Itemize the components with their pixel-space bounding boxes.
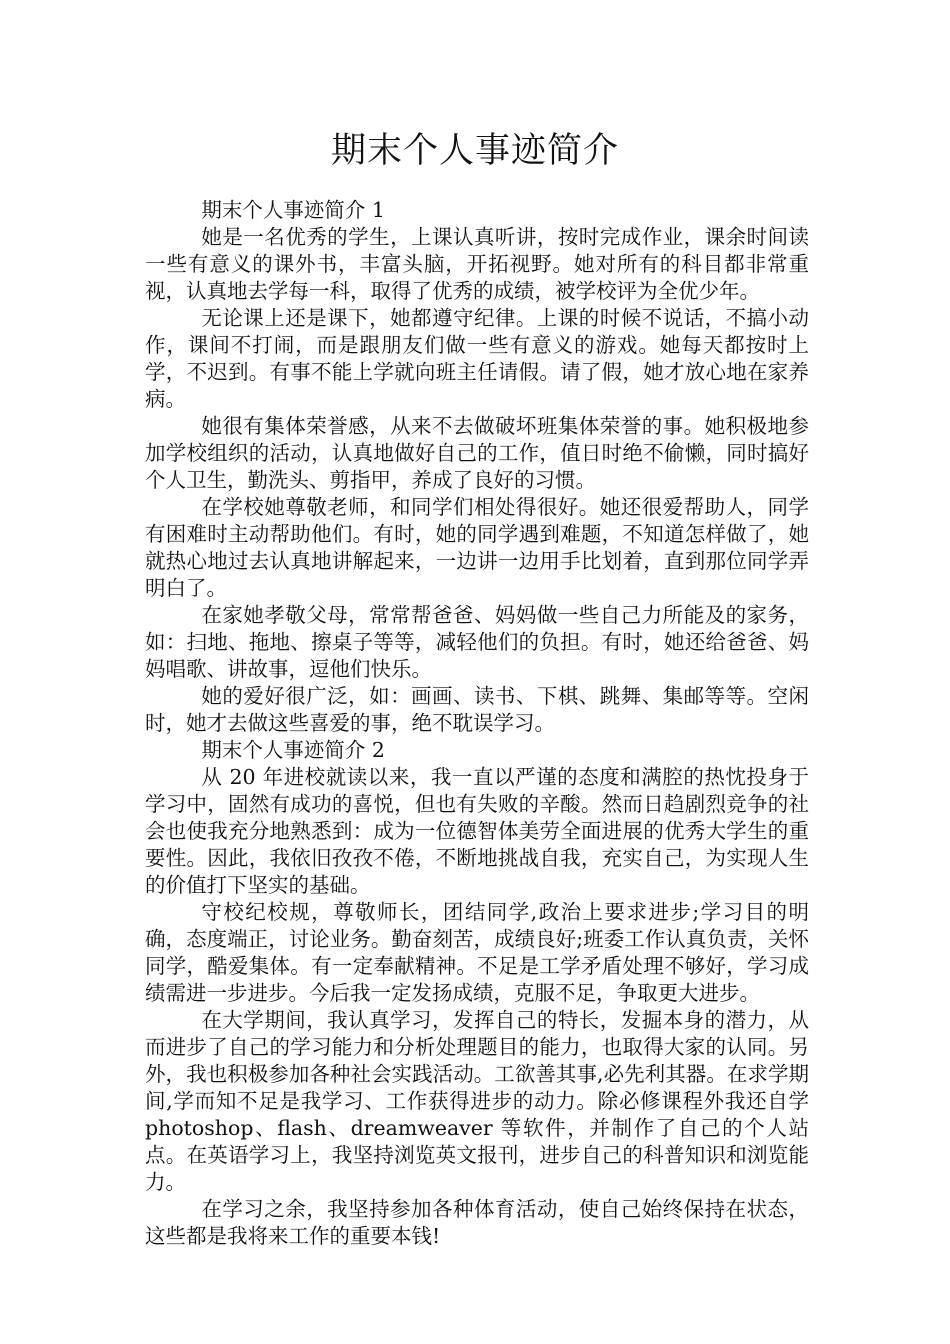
- document-body: [145, 197, 809, 1250]
- paragraph: 在学习之余，我坚持参加各种体育活动，使自己始终保持在状态，这些都是我将来工作的重要本钱!: [145, 1197, 809, 1248]
- paragraph: 她是一名优秀的学生，上课认真听讲，按时完成作业，课余时间读一些有意义的课外书，丰富头脑，开拓视野。她对所有的科目都非常重视，认真地去学每一科，取得了优秀的成绩，被学校评为全优少年。: [145, 225, 809, 303]
- section-heading-1: 期末个人事迹简介 1: [201, 198, 385, 222]
- paragraph: 在大学期间，我认真学习，发挥自己的特长，发掘本身的潜力，从而进步了自己的学习能力和分析处理题目的能力，也取得大家的认同。另外，我也积极参加各种社会实践活动。工欲善其事,必先利其器。在求学期间,学而知不足是我学习、工作获得进步的动力。除必修课程外我还自学 photoshop、flash、dreamweaver 等软件，并制作了自己的个人站点。在英语学习上，我坚持浏览英文报刊，进步自己的科普知识和浏览能力。: [145, 1008, 809, 1194]
- section-heading-2: 期末个人事迹简介 2: [201, 738, 385, 762]
- paragraph: 守校纪校规，尊敬师长，团结同学,政治上要求进步;学习目的明确，态度端正，讨论业务。勤奋刻苦，成绩良好;班委工作认真负责，关怀同学，酷爱集体。有一定奉献精神。不足是工学矛盾处理不够好，学习成绩需进一步进步。今后我一定发扬成绩，克服不足，争取更大进步。: [145, 900, 809, 1005]
- paragraph: 从 20 年进校就读以来，我一直以严谨的态度和满腔的热忱投身于学习中，固然有成功的喜悦，但也有失败的辛酸。然而日趋剧烈竞争的社会也使我充分地熟悉到：成为一位德智体美劳全面进展的优秀大学生的重要性。因此，我依旧孜孜不倦，不断地挑战自我，充实自己，为实现人生的价值打下坚实的基础。: [145, 765, 809, 897]
- paragraph: 无论课上还是课下，她都遵守纪律。上课的时候不说话，不搞小动作，课间不打闹，而是跟朋友们做一些有意义的游戏。她每天都按时上学，不迟到。有事不能上学就向班主任请假。请了假，她才放心地在家养病。: [145, 306, 809, 411]
- paragraph: 在学校她尊敬老师，和同学们相处得很好。她还很爱帮助人，同学有困难时主动帮助他们。有时，她的同学遇到难题，不知道怎样做了，她就热心地过去认真地讲解起来，一边讲一边用手比划着，直到那位同学弄明白了。: [145, 495, 809, 600]
- paragraph: 她的爱好很广泛，如：画画、读书、下棋、跳舞、集邮等等。空闲时，她才去做这些喜爱的事，绝不耽误学习。: [145, 684, 809, 735]
- paragraph: 她很有集体荣誉感，从来不去做破坏班集体荣誉的事。她积极地参加学校组织的活动，认真地做好自己的工作，值日时绝不偷懒，同时搞好个人卫生，勤洗头、剪指甲，养成了良好的习惯。: [145, 414, 809, 492]
- paragraph: 在家她孝敬父母，常常帮爸爸、妈妈做一些自己力所能及的家务，如：扫地、拖地、擦桌子等等，减轻他们的负担。有时，她还给爸爸、妈妈唱歌、讲故事，逗他们快乐。: [145, 603, 809, 681]
- page-title: 期末个人事迹简介: [330, 131, 619, 171]
